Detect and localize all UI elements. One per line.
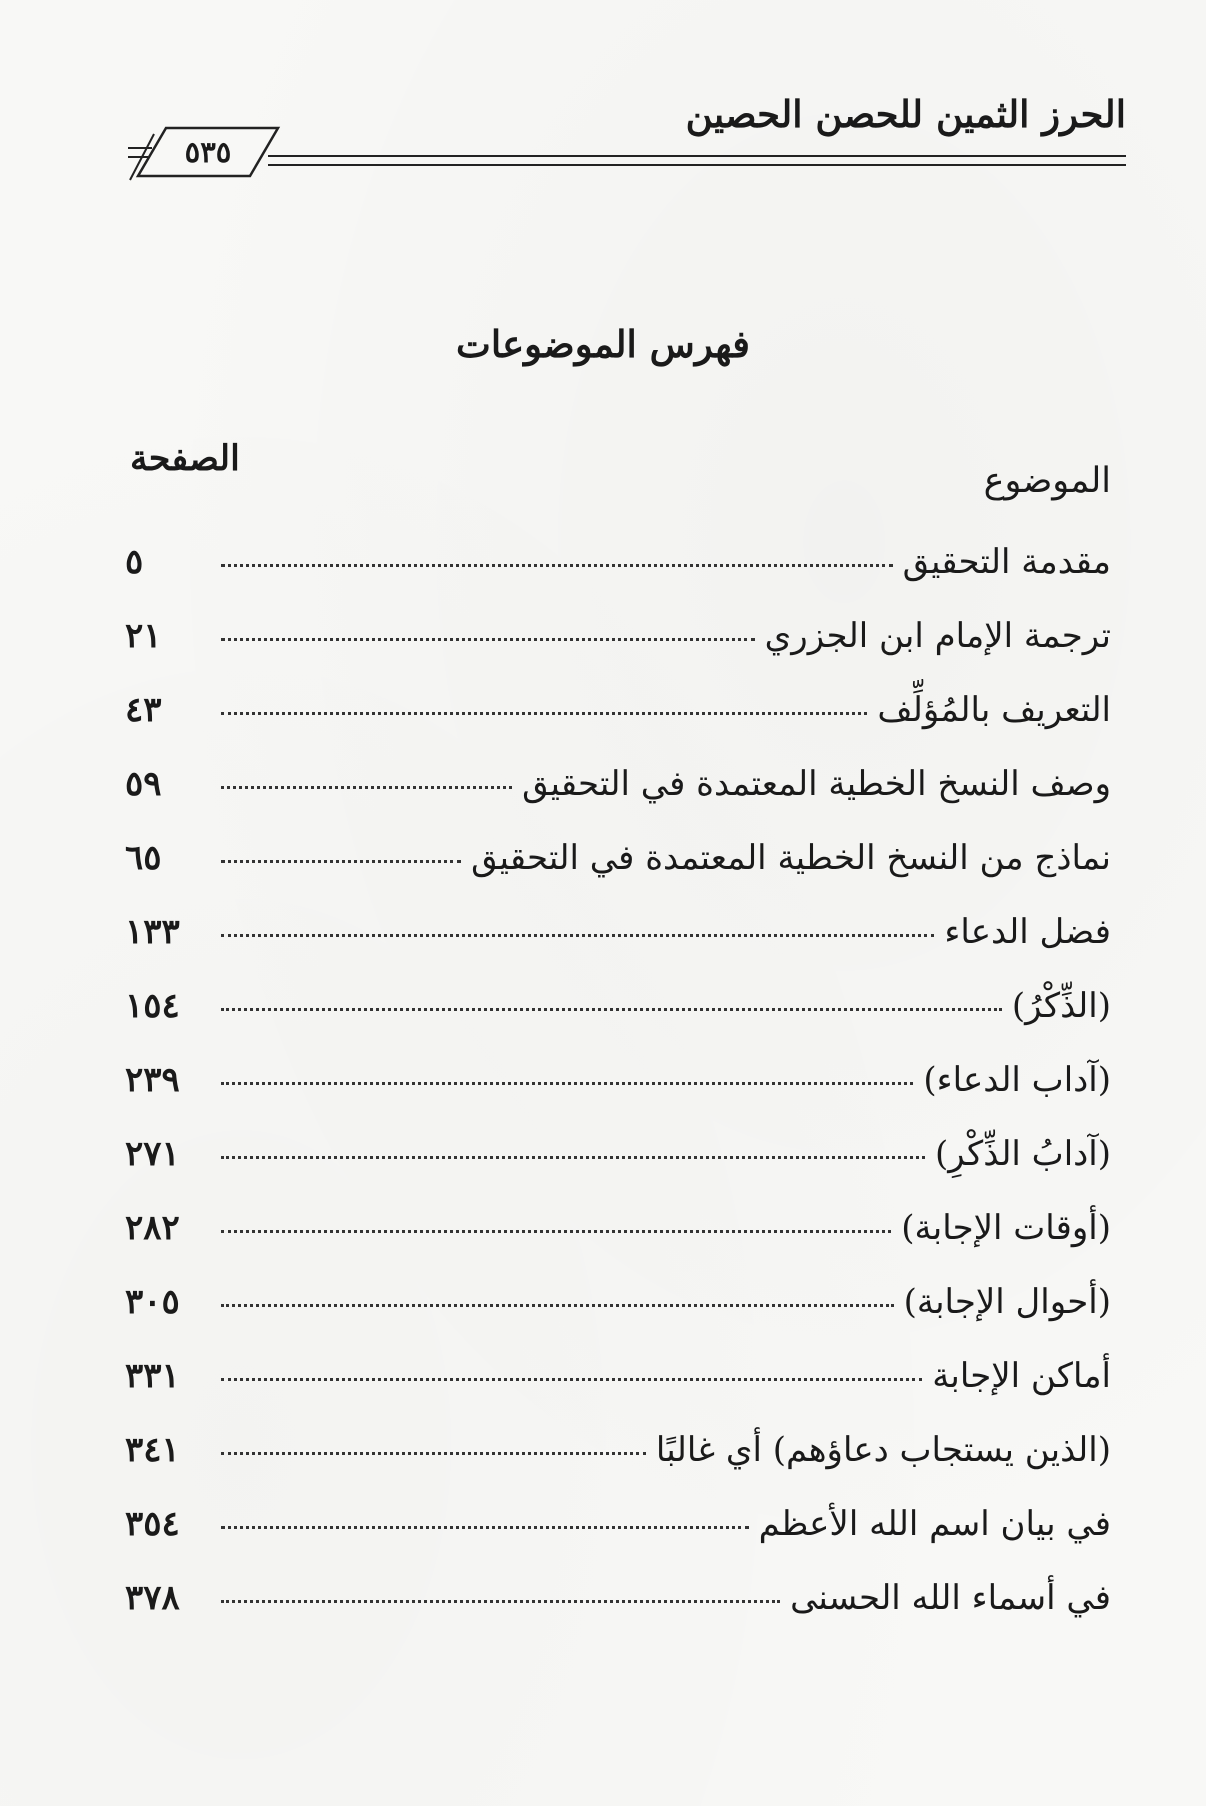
index-entry xyxy=(125,532,1111,606)
index-entry xyxy=(125,680,1111,754)
dot-leader xyxy=(221,1377,922,1381)
entry-topic: (آداب الدعاء) xyxy=(923,1060,1111,1100)
index-entry xyxy=(125,1050,1111,1124)
entry-page: ٢٣٩ xyxy=(125,1060,180,1100)
index-entry xyxy=(125,754,1111,828)
index-entries xyxy=(125,532,1111,1642)
topic-column-heading: الموضوع xyxy=(983,461,1111,501)
dot-leader xyxy=(221,1525,749,1529)
dot-leader xyxy=(221,563,893,567)
entry-topic: التعريف بالمُؤلِّف xyxy=(877,690,1111,730)
entry-page: ١٥٤ xyxy=(125,986,180,1026)
dot-leader xyxy=(221,1155,925,1159)
entry-topic: (أوقات الإجابة) xyxy=(901,1208,1111,1248)
entry-topic: ترجمة الإمام ابن الجزري xyxy=(764,616,1111,656)
index-entry xyxy=(125,1494,1111,1568)
running-title: الحرز الثمين للحصن الحصين xyxy=(685,92,1126,136)
entry-topic: (الذين يستجاب دعاؤهم) أي غالبًا xyxy=(655,1430,1111,1470)
header-rule-line-bottom xyxy=(268,164,1126,166)
entry-page: ٥ xyxy=(125,542,144,582)
index-entry xyxy=(125,1198,1111,1272)
entry-page: ٣٥٤ xyxy=(125,1504,180,1544)
index-entry xyxy=(125,1124,1111,1198)
dot-leader xyxy=(221,933,934,937)
page-number: ٥٣٥ xyxy=(184,135,232,169)
dot-leader xyxy=(221,1303,894,1307)
entry-topic: في أسماء الله الحسنى xyxy=(790,1578,1111,1618)
entry-page: ٢٧١ xyxy=(125,1134,180,1174)
entry-topic: أماكن الإجابة xyxy=(932,1356,1111,1396)
index-title: فهرس الموضوعات xyxy=(456,322,750,366)
entry-page: ٦٥ xyxy=(125,838,162,878)
entry-page: ٤٣ xyxy=(125,690,162,730)
entry-page: ٢٨٢ xyxy=(125,1208,180,1248)
entry-page: ٣٣١ xyxy=(125,1356,180,1396)
dot-leader xyxy=(221,859,461,863)
page-number-badge xyxy=(128,122,288,182)
dot-leader xyxy=(221,711,867,715)
entry-topic: (آدابُ الذِّكْرِ) xyxy=(935,1134,1111,1174)
dot-leader xyxy=(221,1007,1002,1011)
entry-page: ١٣٣ xyxy=(125,912,180,952)
entry-page: ٥٩ xyxy=(125,764,162,804)
index-entry xyxy=(125,1272,1111,1346)
index-entry xyxy=(125,902,1111,976)
dot-leader xyxy=(221,1229,891,1233)
header-rule xyxy=(268,155,1126,169)
index-entry xyxy=(125,976,1111,1050)
index-entry xyxy=(125,606,1111,680)
header-rule-line-top xyxy=(268,155,1126,157)
entry-page: ٢١ xyxy=(125,616,162,656)
entry-topic: في بيان اسم الله الأعظم xyxy=(758,1504,1111,1544)
entry-topic: (أحوال الإجابة) xyxy=(903,1282,1111,1322)
dot-leader xyxy=(221,637,755,641)
dot-leader xyxy=(221,1451,646,1455)
page-column-heading: الصفحة xyxy=(130,438,240,479)
entry-topic: مقدمة التحقيق xyxy=(902,542,1111,582)
entry-topic: وصف النسخ الخطية المعتمدة في التحقيق xyxy=(522,764,1111,804)
entry-topic: (الذِّكْرُ) xyxy=(1011,986,1111,1026)
entry-page: ٣٤١ xyxy=(125,1430,180,1470)
dot-leader xyxy=(221,1599,780,1603)
dot-leader xyxy=(221,785,512,789)
entry-topic: نماذج من النسخ الخطية المعتمدة في التحقيق xyxy=(471,838,1111,878)
dot-leader xyxy=(221,1081,913,1085)
index-entry xyxy=(125,1420,1111,1494)
index-entry xyxy=(125,1346,1111,1420)
entry-topic: فضل الدعاء xyxy=(944,912,1111,952)
entry-page: ٣٠٥ xyxy=(125,1282,180,1322)
index-entry xyxy=(125,1568,1111,1642)
entry-page: ٣٧٨ xyxy=(125,1578,180,1618)
index-entry xyxy=(125,828,1111,902)
